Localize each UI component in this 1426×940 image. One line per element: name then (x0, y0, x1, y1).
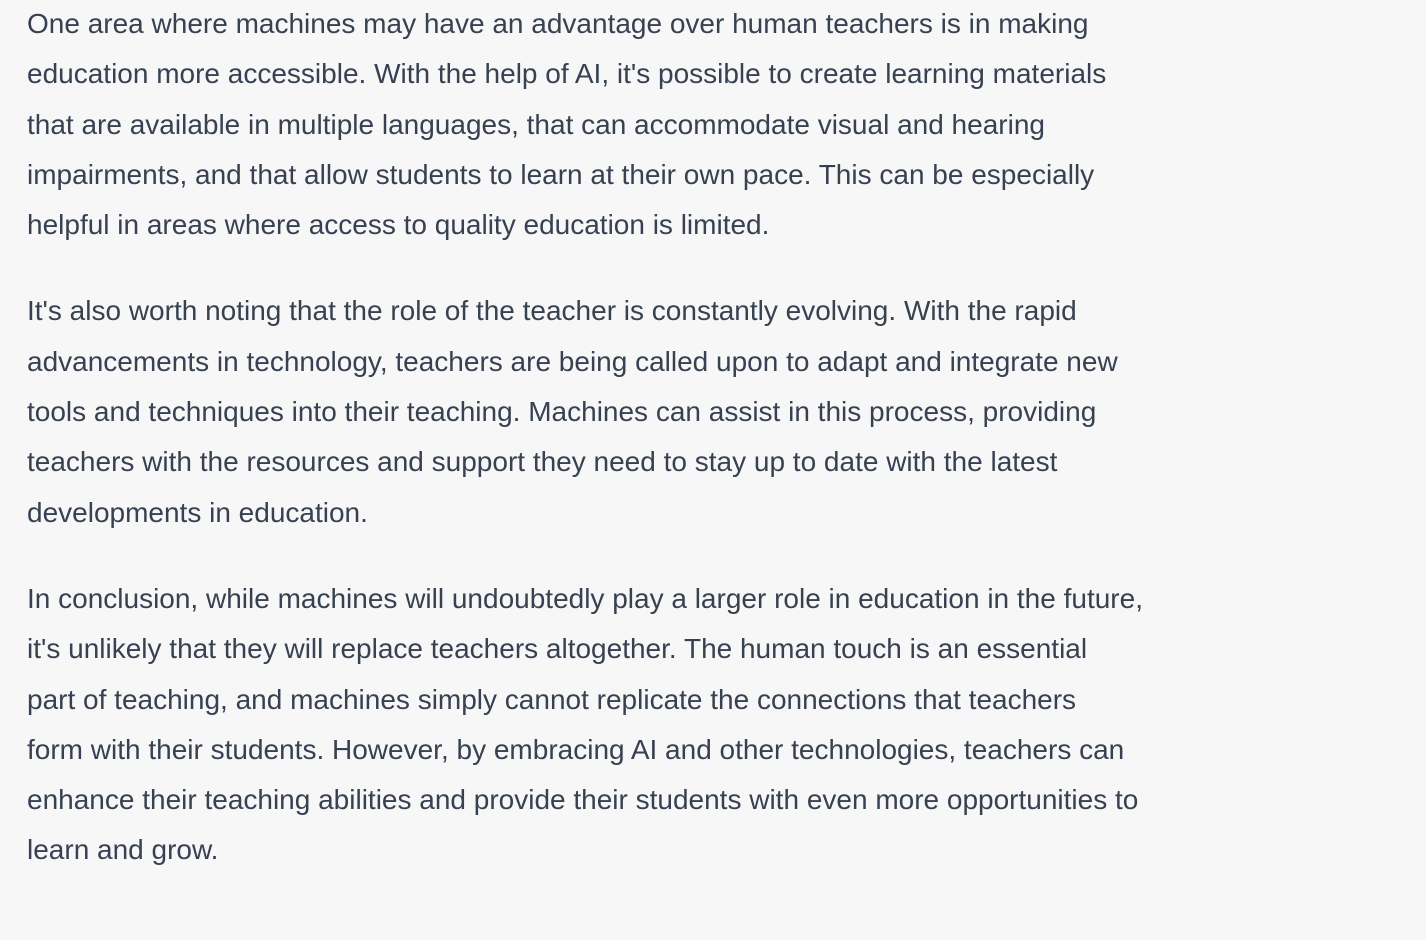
response-paragraph-accessibility: One area where machines may have an advantage over human teachers is in making education more accessible. With the help of AI, it's possible to create learning materials that are available in multiple languages, that can accommodate visual and hearing impairments, and that allow students to learn at their own pace. This can be especially helpful in areas where access to quality education is limited. (27, 8, 1107, 241)
response-paragraph-conclusion: In conclusion, while machines will undoubtedly play a larger role in education in the future, it's unlikely that they will replace teachers altogether. The human touch is an essential part of teaching, and machines simply cannot replicate the connections that teachers form with their students. However, by embracing AI and other technologies, teachers can enhance their teaching abilities and provide their students with even more opportunities to learn and grow. (27, 582, 1143, 866)
response-paragraph-teacher-role: It's also worth noting that the role of the teacher is constantly evolving. With the rapid advancements in technology, teachers are being called upon to adapt and integrate new tools and techniques into their teaching. Machines can assist in this process, providing teachers with the resources and support they need to stay up to date with the latest developments in education. (27, 295, 1118, 528)
assistant-response (27, 0, 1217, 876)
